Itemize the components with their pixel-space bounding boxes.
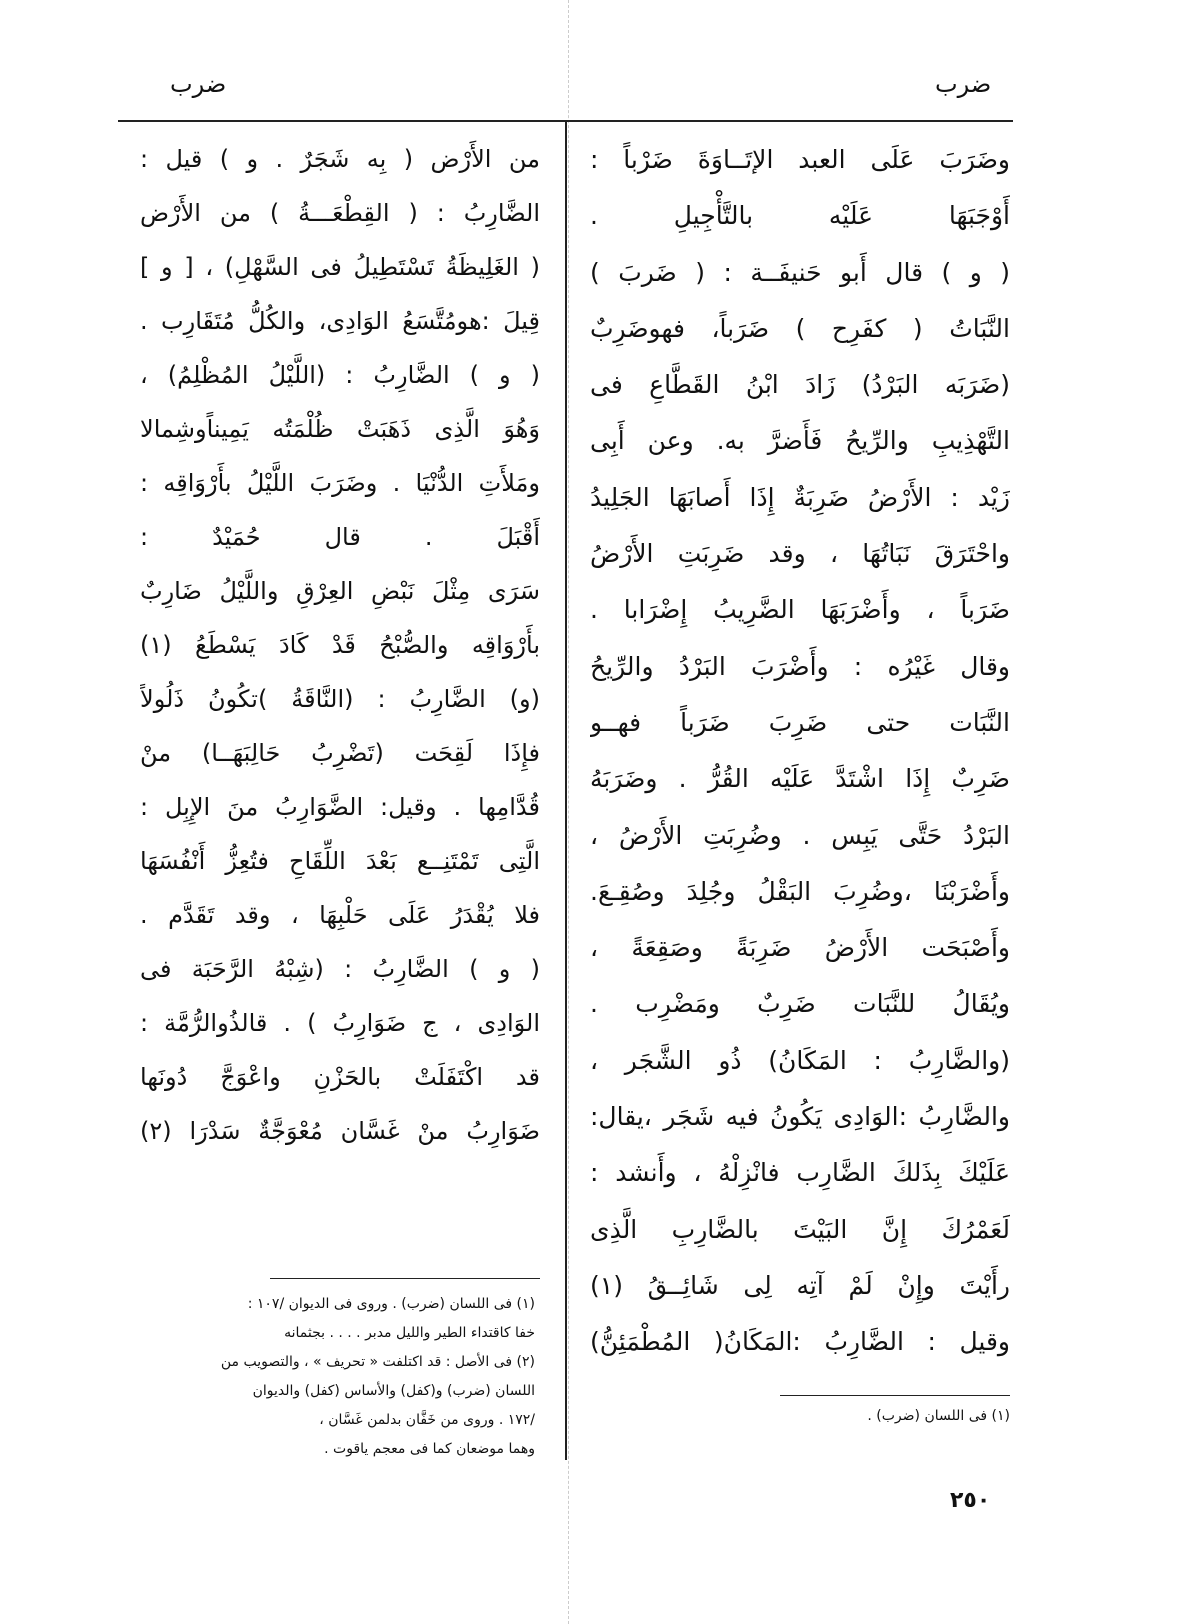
footnote-rule-right bbox=[780, 1395, 1010, 1396]
text-line: الَّتِى تَمْتَنِــع بَعْدَ اللِّقَاحِ فتُعِزُّ أَنْفُسَهَا bbox=[140, 847, 540, 875]
text-line: ضَوَارِبُ منْ غَسَّان مُعْوَجَّةٌ سَدْرَا (٢) bbox=[140, 1117, 540, 1145]
text-line: ( و ) الضَّارِبُ : (اللَّيْلُ المُظْلِمُ) ، bbox=[140, 361, 540, 389]
page-number: ٢٥٠ bbox=[950, 1488, 991, 1513]
text-line: سَرَى مِثْلَ نَبْضِ العِرْقِ واللَّيْلُ ضَارِبٌ bbox=[140, 577, 540, 605]
left-column bbox=[140, 132, 540, 1158]
text-line: ( و ) قال أَبو حَنيفَــة : ( ضَربَ ) bbox=[590, 257, 1010, 287]
text-line: عَلَيْكَ بِذَلكَ الضَّارِب فانْزِلْهُ ، وأَنشد : bbox=[590, 1158, 1010, 1188]
text-line: النَّبَاتُ ( كفَرِح ) ضَرَباً، فهوضَرِبٌ bbox=[590, 313, 1010, 343]
text-line: النَّبَات حتى ضَرِبَ ضَرَباً فهــو bbox=[590, 707, 1010, 737]
footnote-line: وهما موضعان كما فى معجم ياقوت . bbox=[324, 1441, 535, 1457]
header-left: ضرب bbox=[170, 70, 227, 98]
text-line: أَقْبَلَ . قال حُمَيْدٌ : bbox=[140, 523, 540, 551]
text-line: لَعَمْرُكَ إِنَّ البَيْتَ بالضَّارِبِ الَّذِى bbox=[590, 1214, 1010, 1244]
scan-fold-line bbox=[568, 0, 569, 1624]
text-line: قُدَّامِها . وقيل: الضَّوَارِبُ منَ الإِبِل : bbox=[140, 793, 540, 821]
text-line: وقال غَيْرُه : وأَضْرَبَ البَرْدُ والرِّيحُ bbox=[590, 651, 1010, 681]
text-line: الضَّارِبُ : ( القِطْعَـــةُ ) من الأَرْض bbox=[140, 199, 540, 227]
text-line: ( الغَلِيظَةُ تَسْتَطِيلُ فى السَّهْلِ) ، [ و ] bbox=[140, 253, 540, 281]
text-line: الوَادِى ، ج ضَوَارِبُ ) . قالذُوالرُّمَّة : bbox=[140, 1009, 540, 1037]
footnote-line: خفا كاقتداء الطير والليل مدبر . . . . بجثمانه bbox=[284, 1325, 535, 1341]
text-line: ويُقَالُ للنَّبَات ضَرِبٌ ومَضْرِب . bbox=[590, 989, 1010, 1019]
footnote-line: (١) فى اللسان (ضرب) . وروى فى الديوان /١٠٧ : bbox=[247, 1296, 535, 1312]
header-right: ضرب bbox=[935, 70, 992, 98]
footnotes-right bbox=[690, 1402, 1010, 1431]
footnotes-left bbox=[135, 1290, 535, 1464]
right-column bbox=[590, 132, 1010, 1371]
text-line: فإِذَا لَقِحَت (تَضْرِبُ حَالِبَهَــا) منْ bbox=[140, 739, 540, 767]
text-line: رأَيْتَ وإِنْ لَمْ آتِه لِى شَائِــقُ (١) bbox=[590, 1270, 1010, 1300]
text-line: وَهُوَ الَّذِى ذَهَبَتْ ظُلْمَتُه يَمِيناًوشِمالا bbox=[140, 415, 540, 443]
footnote-line: /١٧٢ . وروى من خَفَّان بدلمن غَسَّان ، bbox=[319, 1412, 535, 1428]
text-line: (ضَرَبَه البَرْدُ) زَادَ ابْنُ القَطَّاعِ فى bbox=[590, 370, 1010, 400]
text-line: بأَرْوَاقِه والصُّبْحُ قَدْ كَادَ يَسْطَعُ (١) bbox=[140, 631, 540, 659]
footnote-line: (٢) فى الأصل : قد اكتلفت « تحريف » ، والتصويب من bbox=[220, 1354, 535, 1370]
text-line: واحْتَرَقَ نَبَاتُهَا ، وقد ضَرِبَتِ الأَرْضُ bbox=[590, 539, 1010, 569]
text-line: (و) الضَّارِبُ : (النَّاقَةُ )تكُونُ ذَلُولاً bbox=[140, 685, 540, 713]
text-line: فلا يُقْدَرُ عَلَى حَلْبِهَا ، وقد تَقَدَّم . bbox=[140, 901, 540, 929]
text-line: ضَرَباً ، وأَضْرَبَهَا الضَّرِيبُ إِضْرَابا . bbox=[590, 595, 1010, 625]
text-line: البَرْدُ حَتَّى يَبِس . وضُرِبَتِ الأَرْضُ ، bbox=[590, 820, 1010, 850]
text-line: أَوْجَبَهَا عَلَيْه بالتَّأْجِيلِ . bbox=[590, 201, 1010, 231]
text-line: وضَرَبَ عَلَى العبد الإتَــاوَةَ ضَرْباً : bbox=[590, 145, 1010, 174]
footnote-rule-left bbox=[270, 1278, 540, 1279]
text-line: زَيْد : الأَرْضُ ضَرِبَةٌ إِذَا أَصابَهَا الجَلِيدُ bbox=[590, 482, 1010, 512]
text-line: قِيلَ :هومُتَّسَعُ الوَادِى، والكُلُّ مُتَقَارِب . bbox=[140, 307, 540, 335]
footnote-line: (١) فى اللسان (ضرب) . bbox=[867, 1408, 1010, 1424]
text-line: قد اكْتَفَلَتْ بالحَزْنِ واعْوَجَّ دُونَها bbox=[140, 1063, 540, 1091]
text-line: وأَصْبَحَت الأَرْضُ ضَرِبَةً وصَقِعَةً ، bbox=[590, 933, 1010, 963]
text-line: وأَضْرَبْنَا ،وضُرِبَ البَقْلُ وجُلِدَ وصُقِـعَ. bbox=[590, 876, 1010, 906]
column-divider bbox=[565, 120, 567, 1460]
text-line: ومَلأَتِ الدُّنْيَا . وضَرَبَ اللَّيْلُ بأَرْوَاقِه : bbox=[140, 469, 540, 497]
text-line: ضَرِبٌ إِذَا اشْتَدَّ عَلَيْه القُرُّ . وضَرَبَهُ bbox=[590, 764, 1010, 794]
text-line: (والضَّارِبُ : المَكَانُ) ذُو الشَّجَر ، bbox=[590, 1045, 1010, 1075]
text-line: التَّهْذِيبِ والرِّيحُ فَأَضرَّ به. وعن أَبِى bbox=[590, 426, 1010, 456]
text-line: وقيل : الضَّارِبُ :المَكَانُ( المُطْمَئِنُّ) bbox=[590, 1327, 1010, 1357]
text-line: والضَّارِبُ :الوَادِى يَكُونُ فيه شَجَر ،يقال: bbox=[590, 1102, 1010, 1132]
text-line: ( و ) الضَّارِبُ : (شِبْهُ الرَّحَبَة فى bbox=[140, 955, 540, 983]
footnote-line: اللسان (ضرب) و(كفل) والأساس (كفل) والديوان bbox=[252, 1383, 535, 1399]
text-line: من الأَرْض ( بِه شَجَرٌ . و ) قيل : bbox=[140, 145, 540, 173]
